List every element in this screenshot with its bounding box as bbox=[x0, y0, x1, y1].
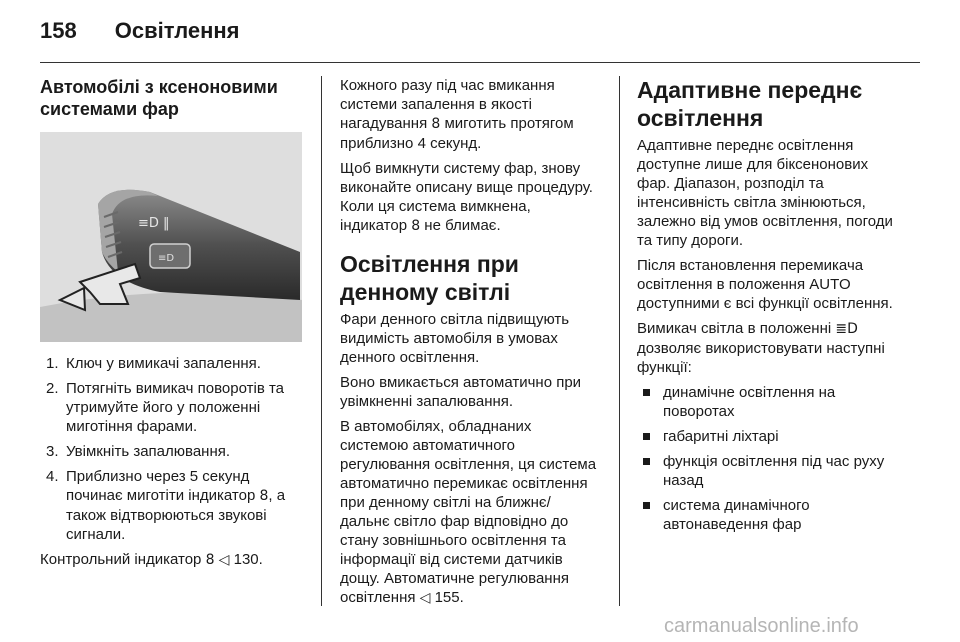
ref-text: Контрольний індикатор bbox=[40, 551, 206, 568]
indicator-icon: 8 bbox=[205, 552, 215, 568]
paragraph-text: В автомобілях, обладнаних системою автоматичного регулювання освітлення, ця система автоматично перемикає освітлення при денному світлі на ближнє/дальнє світло фар відповідно до стану зовнішнього освітлення та інформації від системи датчиків дощу. Автоматичне регулювання освітлення bbox=[340, 418, 597, 606]
column-divider-1 bbox=[321, 76, 322, 606]
step-number: 4. bbox=[46, 468, 59, 485]
bullet-text: функція освітлення під час руху назад bbox=[663, 453, 885, 489]
watermark: carmanualsonline.info bbox=[664, 615, 859, 637]
page-ref: 130. bbox=[229, 551, 263, 568]
list-item bbox=[637, 496, 902, 534]
paragraph: Фари денного світла підвищують видимість автомобіля в умовах денного освітлення. bbox=[340, 311, 570, 366]
page-ref: 155. bbox=[430, 589, 464, 606]
header-divider bbox=[40, 62, 920, 63]
paragraph-text: Вимикач світла в положенні bbox=[637, 320, 836, 337]
ref-arrow-icon: ◁ bbox=[218, 552, 230, 568]
list-item bbox=[637, 383, 902, 421]
paragraph-text-tail: миготить протягом приблизно 4 секунд. bbox=[340, 115, 574, 152]
column-2 bbox=[340, 76, 600, 614]
column-1 bbox=[40, 76, 302, 576]
step-text: Увімкніть запалювання. bbox=[66, 443, 231, 460]
column-divider-2 bbox=[619, 76, 620, 606]
paragraph: Після встановлення перемикача освітлення в положення AUTO доступними є всі функції освітлення. bbox=[637, 257, 893, 312]
paragraph bbox=[340, 417, 600, 608]
ref-arrow-icon: ◁ bbox=[419, 590, 431, 606]
turn-signal-lever-image bbox=[40, 132, 302, 342]
bullet-square-icon bbox=[643, 389, 650, 396]
list-item bbox=[40, 354, 302, 373]
bullet-text: динамічне освітлення на поворотах bbox=[663, 384, 836, 420]
step-text-tail: , а також відтворюються звукові сигнали. bbox=[66, 487, 286, 543]
list-item bbox=[637, 427, 902, 446]
features-list bbox=[637, 383, 902, 534]
bullet-square-icon bbox=[643, 433, 650, 440]
indicator-icon: 8 bbox=[259, 488, 269, 504]
step-text: Потягніть вимикач поворотів та утримуйте його у положенні миготіння фарами. bbox=[66, 380, 284, 435]
bullet-square-icon bbox=[643, 458, 650, 465]
control-indicator-ref bbox=[40, 550, 302, 570]
paragraph bbox=[340, 76, 600, 153]
headlight-icon: ≣D bbox=[835, 321, 858, 337]
paragraph-text-tail: дозволяє використовувати наступні функції: bbox=[637, 340, 885, 376]
column-3 bbox=[637, 76, 902, 540]
bullet-text: габаритні ліхтарі bbox=[663, 428, 779, 445]
page-header bbox=[40, 18, 240, 54]
paragraph-text: Кожного разу під час вмикання системи запалення в якості нагадування bbox=[340, 77, 555, 132]
step-text: Ключ у вимикачі запалення. bbox=[66, 355, 261, 372]
list-item bbox=[637, 452, 902, 490]
paragraph: Адаптивне переднє освітлення доступне лише для біксенонових фар. Діапазон, розподіл та інтенсивність світла змінюються, залежно від умов освітлення, погоди та типу дороги. bbox=[637, 137, 893, 249]
list-item bbox=[40, 379, 302, 436]
list-item bbox=[40, 467, 302, 544]
lever-illustration bbox=[40, 132, 302, 342]
svg-text:≡D: ≡D bbox=[158, 253, 175, 264]
step-number: 3. bbox=[46, 443, 59, 460]
bullet-square-icon bbox=[643, 502, 650, 509]
list-item bbox=[40, 442, 302, 461]
svg-text:≡D ‖: ≡D ‖ bbox=[138, 216, 170, 231]
step-text: Приблизно через 5 секунд починає миготіти індикатор bbox=[66, 468, 260, 504]
paragraph-text: Щоб вимкнути систему фар, знову виконайте описану вище процедуру. Коли ця система вимкнена, індикатор bbox=[340, 160, 593, 234]
paragraph bbox=[637, 319, 902, 377]
section-heading-daytime: Освітлення при денному світлі bbox=[340, 251, 519, 305]
page-title: Освітлення bbox=[114, 18, 240, 43]
paragraph bbox=[340, 159, 600, 236]
indicator-icon: 8 bbox=[411, 218, 421, 234]
section-heading-adaptive: Адаптивне переднє освітлення bbox=[637, 77, 863, 131]
page-number: 158 bbox=[40, 18, 77, 43]
step-number: 2. bbox=[46, 380, 59, 397]
section-heading-xenon: Автомобілі з ксеноновими системами фар bbox=[40, 77, 278, 119]
bullet-text: система динамічного автонаведення фар bbox=[663, 497, 810, 533]
paragraph-text-tail: не блимає. bbox=[420, 217, 501, 234]
paragraph: Воно вмикається автоматично при увімкненні запалювання. bbox=[340, 374, 582, 410]
indicator-icon: 8 bbox=[431, 116, 441, 132]
steps-list bbox=[40, 354, 302, 544]
step-number: 1. bbox=[46, 355, 59, 372]
